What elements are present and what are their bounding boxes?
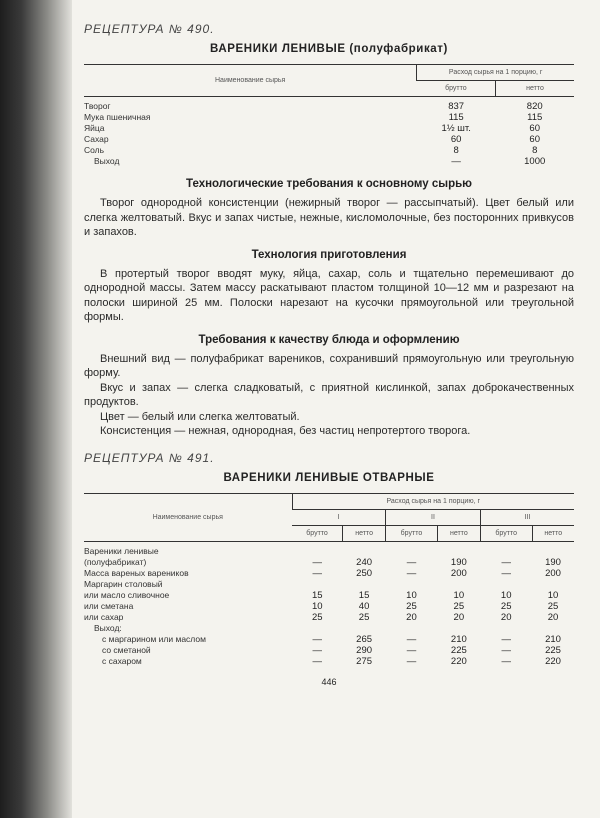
- table-row: [84, 601, 574, 612]
- table-row: [84, 557, 574, 568]
- column-header-variant-3: III: [480, 509, 574, 525]
- netto-value: 8: [532, 145, 538, 156]
- table-row: [84, 634, 574, 645]
- column-header-variant-2: II: [386, 509, 481, 525]
- netto-value: [343, 541, 386, 557]
- netto-value: 10: [453, 589, 465, 601]
- brutto-value: 10: [312, 600, 323, 612]
- netto-value: 225: [450, 644, 467, 656]
- brutto-value: —: [501, 633, 511, 645]
- brutto-value: [480, 579, 532, 590]
- netto-value: 25: [547, 600, 559, 612]
- ingredient-name: Выход:: [94, 622, 122, 633]
- netto-value: 60: [529, 123, 540, 134]
- section-title: Технология приготовления: [251, 248, 407, 261]
- recipe-number: РЕЦЕПТУРА № 491.: [84, 450, 215, 465]
- paragraph: В протертый творог вводят муку, яйца, сахар, соль и тщательно перемешивают до однородной массы. Затем массу раскатывают пластом толщиной 10—12 мм и разрезают на полоски шириной 25 мм. Полоски нарезают на кусочки прямоугольной или треугольной формы.: [84, 267, 574, 323]
- ingredient-name: Яйца: [84, 123, 105, 133]
- netto-value: 290: [356, 644, 373, 656]
- ingredient-name: Мука пшеничная: [84, 112, 151, 122]
- netto-value: [343, 579, 386, 590]
- netto-value: 15: [358, 589, 370, 601]
- brutto-value: —: [501, 556, 511, 568]
- ingredient-name: (полуфабрикат): [84, 556, 147, 567]
- ingredient-name: Сахар: [84, 134, 109, 144]
- netto-value: 20: [547, 611, 559, 623]
- brutto-value: 8: [453, 145, 459, 156]
- table-row: [84, 112, 574, 123]
- brutto-value: —: [312, 567, 323, 579]
- table-row: [84, 568, 574, 579]
- netto-value: 115: [527, 112, 543, 123]
- brutto-value: 20: [500, 611, 512, 623]
- netto-value: 60: [529, 134, 540, 145]
- brutto-value: 20: [406, 611, 417, 623]
- column-header-netto: нетто: [532, 525, 574, 541]
- column-header-brutto: брутто: [417, 81, 496, 97]
- brutto-value: —: [406, 556, 417, 568]
- brutto-value: —: [312, 633, 323, 645]
- column-header-group: Расход сырья на 1 порцию, г: [292, 493, 574, 509]
- brutto-value: [386, 541, 438, 557]
- brutto-value: —: [501, 655, 511, 667]
- ingredient-name: Маргарин столовый: [84, 578, 163, 589]
- column-header-group: Расход сырья на 1 порцию, г: [417, 65, 574, 81]
- table-row: [84, 623, 574, 634]
- brutto-value: 25: [500, 600, 512, 612]
- column-header-netto: нетто: [437, 525, 480, 541]
- brutto-value: 10: [500, 589, 512, 601]
- ingredients-table: [84, 64, 574, 167]
- netto-value: 20: [453, 611, 465, 623]
- netto-value: [532, 541, 574, 557]
- ingredient-name: с сахаром: [102, 655, 142, 666]
- brutto-value: —: [406, 655, 417, 667]
- column-header-name: Наименование сырья: [215, 77, 286, 84]
- ingredient-name: Выход: [94, 156, 120, 166]
- brutto-value: 10: [406, 589, 417, 601]
- table-row: [84, 645, 574, 656]
- paragraph: Внешний вид — полуфабрикат вареников, сохранивший прямоугольную или треугольную форму.: [84, 352, 574, 379]
- ingredient-name: или масло сливочное: [84, 589, 170, 600]
- netto-value: 1000: [524, 156, 546, 167]
- brutto-value: [292, 623, 343, 634]
- brutto-value: 115: [448, 112, 464, 123]
- book-spine-shadow: [0, 0, 72, 818]
- table-row: [84, 145, 574, 156]
- column-header-netto: нетто: [495, 81, 574, 97]
- netto-value: 200: [545, 567, 561, 579]
- netto-value: 220: [545, 655, 561, 667]
- column-header-brutto: брутто: [480, 525, 532, 541]
- brutto-value: 837: [448, 101, 465, 112]
- ingredient-name: с маргарином или маслом: [102, 633, 206, 644]
- brutto-value: [386, 579, 438, 590]
- section-title: Требования к качеству блюда и оформлению: [198, 333, 460, 346]
- netto-value: 25: [453, 600, 465, 612]
- table-row: [84, 156, 574, 167]
- netto-value: [437, 541, 480, 557]
- ingredients-table: [84, 493, 574, 667]
- netto-value: 820: [526, 101, 543, 112]
- netto-value: 210: [545, 633, 561, 645]
- table-row: [84, 612, 574, 623]
- paragraph: Вкус и запах — слегка сладковатый, с приятной кислинкой, запах доброкачественных продуктов.: [84, 381, 574, 408]
- brutto-value: —: [312, 556, 323, 568]
- ingredient-name: Творог: [84, 101, 111, 111]
- table-row: [84, 97, 574, 113]
- netto-value: 250: [356, 567, 373, 579]
- brutto-value: 25: [406, 600, 417, 612]
- netto-value: [437, 623, 480, 634]
- table-row: [84, 656, 574, 667]
- netto-value: 200: [450, 567, 467, 579]
- netto-value: 40: [358, 600, 370, 612]
- brutto-value: —: [406, 644, 417, 656]
- netto-value: 10: [547, 589, 559, 601]
- brutto-value: [480, 623, 532, 634]
- table-row: [84, 123, 574, 134]
- netto-value: 190: [545, 556, 561, 568]
- brutto-value: [480, 541, 532, 557]
- netto-value: 210: [450, 633, 467, 645]
- brutto-value: —: [312, 644, 323, 656]
- column-header-brutto: брутто: [386, 525, 438, 541]
- brutto-value: [292, 579, 343, 590]
- brutto-value: 1½ шт.: [441, 123, 471, 134]
- book-page: [84, 22, 574, 689]
- brutto-value: —: [451, 156, 461, 167]
- table-row: [84, 590, 574, 601]
- brutto-value: 60: [450, 134, 462, 145]
- column-header-name: Наименование сырья: [152, 513, 223, 521]
- brutto-value: 25: [312, 611, 323, 623]
- netto-value: 240: [356, 556, 373, 568]
- netto-value: 25: [358, 611, 370, 623]
- ingredient-name: Масса вареных вареников: [84, 567, 189, 578]
- brutto-value: [292, 541, 343, 557]
- brutto-value: —: [406, 633, 417, 645]
- brutto-value: —: [501, 567, 511, 579]
- netto-value: 190: [450, 556, 467, 568]
- ingredient-name: Вареники ленивые: [84, 545, 159, 556]
- netto-value: 275: [356, 655, 373, 667]
- brutto-value: —: [501, 644, 511, 656]
- netto-value: 220: [450, 655, 467, 667]
- brutto-value: 15: [312, 589, 323, 601]
- table-row: [84, 541, 574, 557]
- netto-value: [343, 623, 386, 634]
- paragraph: Консистенция — нежная, однородная, без частиц непротертого творога.: [100, 425, 471, 437]
- paragraph: Цвет — белый или слегка желтоватый.: [100, 410, 300, 423]
- ingredient-name: со сметаной: [102, 644, 151, 655]
- netto-value: [437, 579, 480, 590]
- brutto-value: [386, 623, 438, 634]
- dish-title: ВАРЕНИКИ ЛЕНИВЫЕ (полуфабрикат): [210, 43, 448, 55]
- column-header-netto: нетто: [343, 525, 386, 541]
- section-title: Технологические требования к основному сырью: [186, 178, 472, 190]
- netto-value: [532, 623, 574, 634]
- netto-value: 265: [356, 633, 373, 645]
- ingredient-name: или сметана: [84, 600, 134, 611]
- brutto-value: —: [312, 655, 323, 667]
- paragraph: Творог однородной консистенции (нежирный творог — рассыпчатый). Цвет белый или слегка желтоватый. Вкус и запах чистые, нежные, кисломолочные, без посторонних привкусов и запахов.: [84, 197, 574, 238]
- brutto-value: —: [406, 567, 417, 579]
- column-header-variant-1: I: [292, 509, 386, 525]
- dish-title: ВАРЕНИКИ ЛЕНИВЫЕ ОТВАРНЫЕ: [223, 471, 435, 484]
- table-row: [84, 134, 574, 145]
- recipe-number: РЕЦЕПТУРА № 490.: [84, 22, 215, 36]
- ingredient-name: Соль: [84, 145, 105, 155]
- netto-value: 225: [545, 644, 561, 656]
- column-header-brutto: брутто: [292, 525, 343, 541]
- ingredient-name: или сахар: [84, 611, 124, 622]
- netto-value: [532, 579, 574, 590]
- table-row: [84, 579, 574, 590]
- page-number: 446: [321, 676, 337, 687]
